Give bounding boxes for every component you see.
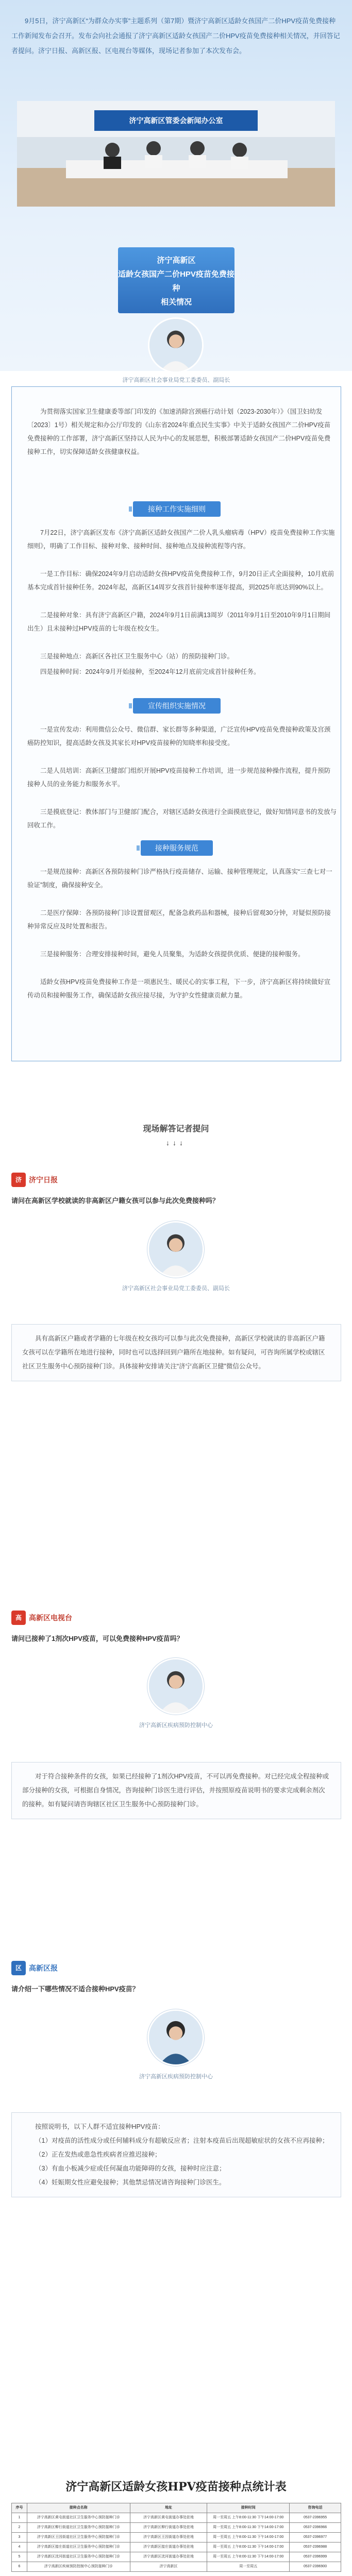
answer-list-item: （1）对疫苗的活性成分或任何辅料成分有超敏反应者；注射本疫苗后出现超敏症状的女孩不应再接种； [35,2137,329,2144]
article-paragraph: 三是摸底登记：教体部门与卫健部门配合，对辖区适龄女孩进行全面摸底登记，做好知情同意书的发放与回收工作。 [27,808,337,829]
reporter-question: 请问已接种了1剂次HPV疫苗，可以免费接种HPV疫苗吗？ [11,1635,183,1642]
section-heading-service: 接种服务规范 [141,840,213,856]
table-cell: 1 [12,2513,27,2523]
newspaper-logo-icon: 济 [11,1173,26,1187]
table-cell: 2 [12,2523,27,2533]
table-cell: 周一至周五 上午8:00-11:30 下午14:00-17:00 [207,2552,290,2562]
column-header: 接种点名称 [27,2503,130,2513]
column-header: 接种时间 [207,2503,290,2513]
table-cell: 济宁高新区王因街道办事处驻地 [130,2533,207,2543]
table-row [12,2562,341,2572]
answer-box [11,2112,341,2197]
release-topic-line: 相关情况 [160,298,192,307]
article-paragraph: 四是接种时间：2024年9月开始接种，至2024年12月底前完成首针接种任务。 [40,668,260,675]
table-cell: 3 [12,2533,27,2543]
table-row [12,2543,341,2552]
answer-list-item: （2）正在发热或患急性疾病者应推迟接种； [35,2151,161,2158]
section-heading-rules: 接种工作实施细则 [133,501,221,517]
speaker-portrait-icon [149,319,202,371]
article-paragraph: 二是接种对象：具有济宁高新区户籍，2024年9月1日前满13周岁（2011年9月1日至2010年9月1日期间出生）且未接种过HPV疫苗的七年级在校女生。 [27,612,331,632]
table-cell: 济宁高新区接庄街道办事处驻地 [130,2543,207,2552]
intro-section [0,0,352,371]
table-cell: 济宁高新区接庄街道社区卫生服务中心预防接种门诊 [27,2543,130,2552]
table-cell: 5 [12,2552,27,2562]
article-paragraph: 一是工作目标：确保2024年9月启动适龄女孩HPV疫苗免费接种工作，9月20日正式全面接种，10月底前基本完成首针接种任务。2024年起，高新区14周岁女孩首针接种率逐年提高，到2025年底达到90%以上。 [27,570,334,591]
media-outlet-name: 高新区电视台 [29,1614,72,1622]
respondent-caption: 济宁高新区社会事业局党工委委员、副局长 [122,1285,230,1292]
media-outlet-3 [11,1958,58,1978]
table-cell: 济宁高新区黄屯街道社区卫生服务中心预防接种门诊 [27,2513,130,2523]
respondent-portrait-icon [149,2011,203,2064]
column-header: 序号 [12,2503,27,2513]
table-cell: 济宁高新区洸河街道社区卫生服务中心预防接种门诊 [27,2552,130,2562]
intro-paragraph: 9月5日，济宁高新区“为群众办实事”主题系列（第7期）暨济宁高新区适龄女孩国产二价HPV疫苗免费接种工作新闻发布会召开。发布会向社会通报了济宁高新区适龄女孩国产二价HPV疫苗免费接种相关情况，并回答记者提问。济宁日报、高新区报、区电视台等媒体，现场记者参加了本次发布会。 [11,17,340,55]
table-cell: 周一至周五 上午8:00-11:30 下午14:00-17:00 [207,2533,290,2543]
table-cell: 周一至周五 上午8:00-11:30 下午14:00-17:00 [207,2543,290,2552]
table-cell: 0537-2396999 [290,2552,341,2562]
table-cell: 0537-2396900 [290,2562,341,2572]
table-cell: 济宁高新区 [130,2562,207,2572]
speaker-avatar [148,317,204,373]
release-topic-line: 济宁高新区 [157,256,196,265]
table-cell: 0537-2396988 [290,2543,341,2552]
table-cell: 济宁高新区柳行街道社区卫生服务中心预防接种门诊 [27,2523,130,2533]
table-cell: 济宁高新区王因街道社区卫生服务中心预防接种门诊 [27,2533,130,2543]
table-cell: 济宁高新区疾病预防控制中心预防接种门诊 [27,2562,130,2572]
section-heading-publicity: 宣传组织实施情况 [133,698,221,714]
table-cell: 周一至周五 上午8:00-11:30 下午14:00-17:00 [207,2523,290,2533]
vaccination-sites-table-title: 济宁高新区适龄女孩HPV疫苗接种点统计表 [65,2480,287,2494]
answer-intro: 按照说明书，以下人群不适宜接种HPV疫苗： [35,2123,164,2130]
speaker-caption: 济宁高新区社会事业局党工委委员、副局长 [122,377,230,383]
article-paragraph: 7月22日，济宁高新区发布《济宁高新区适龄女孩国产二价人乳头瘤病毒（HPV）疫苗免费接种工作实施细则》，明确了工作目标、接种对象、接种时间、接种地点及接种流程等内容。 [27,529,335,550]
respondent-caption: 济宁高新区疾病预防控制中心 [139,1722,213,1728]
article-panel [11,377,341,1061]
media-outlet-1 [11,1170,58,1190]
photo-banner-text: 济宁高新区管委会新闻办公室 [129,116,223,125]
answer-list-item: （3）有血小板减少症或任何凝血功能障碍的女孩，接种时应注意； [35,2165,226,2172]
table-cell: 济宁高新区黄屯街道办事处驻地 [130,2513,207,2523]
interview-title: 现场解答记者提问 [143,1125,209,1133]
article-paragraph: 三是接种服务：合理安排接种时间，避免人员聚集，为适龄女孩提供优质、便捷的接种服务。 [40,951,305,958]
respondent-portrait-icon [149,1659,203,1713]
article-paragraph: 二是人员培训：高新区卫健部门组织开展HPV疫苗接种工作培训，进一步规范接种操作流程，提升预防接种人员的业务能力和服务水平。 [27,767,331,788]
district-paper-logo-icon: 区 [11,1961,26,1975]
respondent-avatar [147,1221,204,1278]
column-header: 咨询电话 [290,2503,341,2513]
table-row [12,2513,341,2523]
article-paragraph: 适龄女孩HPV疫苗免费接种工作是一项惠民生、暖民心的实事工程，下一步，济宁高新区将持续做好宣传动员和接种服务工作，确保适龄女孩应接尽接，为守护女性健康贡献力量。 [27,978,331,999]
table-cell: 6 [12,2562,27,2572]
column-header: 地址 [130,2503,207,2513]
article-paragraph: 一是规范接种：高新区各预防接种门诊严格执行疫苗储存、运输、接种管理规定，认真落实“三查七对一验证”制度，确保接种安全。 [27,868,332,889]
table-header-row [12,2503,341,2513]
answer-text: 具有高新区户籍或者学籍的七年级在校女孩均可以参与此次免费接种，高新区学校就读的非高新区户籍女孩可以在学籍所在地进行接种，同时也可以选择回到户籍所在地接种。如有疑问，可咨询所属学校或辖区社区卫生服务中心预防接种门诊。具体接种安排请关注“济宁高新区卫健”微信公众号。 [22,1335,325,1370]
press-conference-photo [17,101,335,207]
table-cell: 周一至周五 上午8:00-11:30 下午14:00-17:00 [207,2513,290,2523]
media-outlet-2 [11,1607,72,1628]
release-topic-banner [118,247,234,313]
article-paragraph: 二是医疗保障：各预防接种门诊设置留观区，配备急救药品和器械，接种后留观30分钟，对疑似预防接种异常反应及时处置和报告。 [27,909,331,930]
table-cell: 济宁高新区柳行街道办事处驻地 [130,2523,207,2533]
table-cell: 0537-2396955 [290,2513,341,2523]
answer-box [11,1762,341,1819]
answer-text: 对于符合接种条件的女孩，如果已经接种了1剂次HPV疫苗，不可以再免费接种。对已经完成全程接种或部分接种的女孩，可根据自身情况，咨询接种门诊医生进行评估，并按照原疫苗说明书的要求完成剩余剂次的接种。如有疑问请咨询辖区社区卫生服务中心预防接种门诊。 [22,1773,329,1808]
answer-box [11,1324,341,1381]
table-row [12,2552,341,2562]
table-cell: 4 [12,2543,27,2552]
respondent-avatar [147,2009,204,2066]
table-cell: 济宁高新区洸河街道办事处驻地 [130,2552,207,2562]
table-cell: 周一至周五 [207,2562,290,2572]
media-outlet-name: 高新区报 [29,1964,58,1972]
article-paragraph: 三是接种地点：高新区各社区卫生服务中心（站）的预防接种门诊。 [40,653,234,660]
respondent-caption: 济宁高新区疾病预防控制中心 [139,2074,213,2080]
release-topic-line: 适龄女孩国产二价HPV疫苗免费接种 [118,270,234,293]
respondent-portrait-icon [149,1223,203,1276]
reporter-question: 请问在高新区学校就读的非高新区户籍女孩可以参与此次免费接种吗？ [11,1197,220,1205]
tv-station-logo-icon: 高 [11,1611,26,1625]
table-row [12,2533,341,2543]
table-row [12,2523,341,2533]
table-cell: 0537-2396966 [290,2523,341,2533]
vaccination-sites-table [11,2503,341,2572]
article-paragraph: 一是宣传发动：利用微信公众号、微信群、家长群等多种渠道，广泛宣传HPV疫苗免费接种政策及宫颈癌防控知识，提高适龄女孩及其家长对HPV疫苗接种的知晓率和接受度。 [27,726,331,747]
media-outlet-name: 济宁日报 [29,1176,58,1184]
article-paragraph: 为贯彻落实国家卫生健康委等部门印发的《加速消除宫颈癌行动计划（2023-2030年）》（国卫妇幼发〔2023〕1号）相关规定和办公厅印发的《山东省2024年重点民生实事》中关于适龄女孩国产二价HPV疫苗免费接种的工作部署，济宁高新区坚持以人民为中心的发展思想，积极部署适龄女孩国产二价HPV疫苗免费接种工作，切实保障适龄女孩健康权益。 [27,408,331,455]
answer-list-item: （4）妊娠期女性应避免接种；其他禁忌情况请咨询接种门诊医生。 [35,2179,226,2186]
reporter-question: 请介绍一下哪些情况不适合接种HPV疫苗？ [11,1985,139,1993]
down-arrows-icon: ↓↓↓ [166,1139,186,1147]
respondent-avatar [147,1658,204,1715]
table-cell: 0537-2396977 [290,2533,341,2543]
